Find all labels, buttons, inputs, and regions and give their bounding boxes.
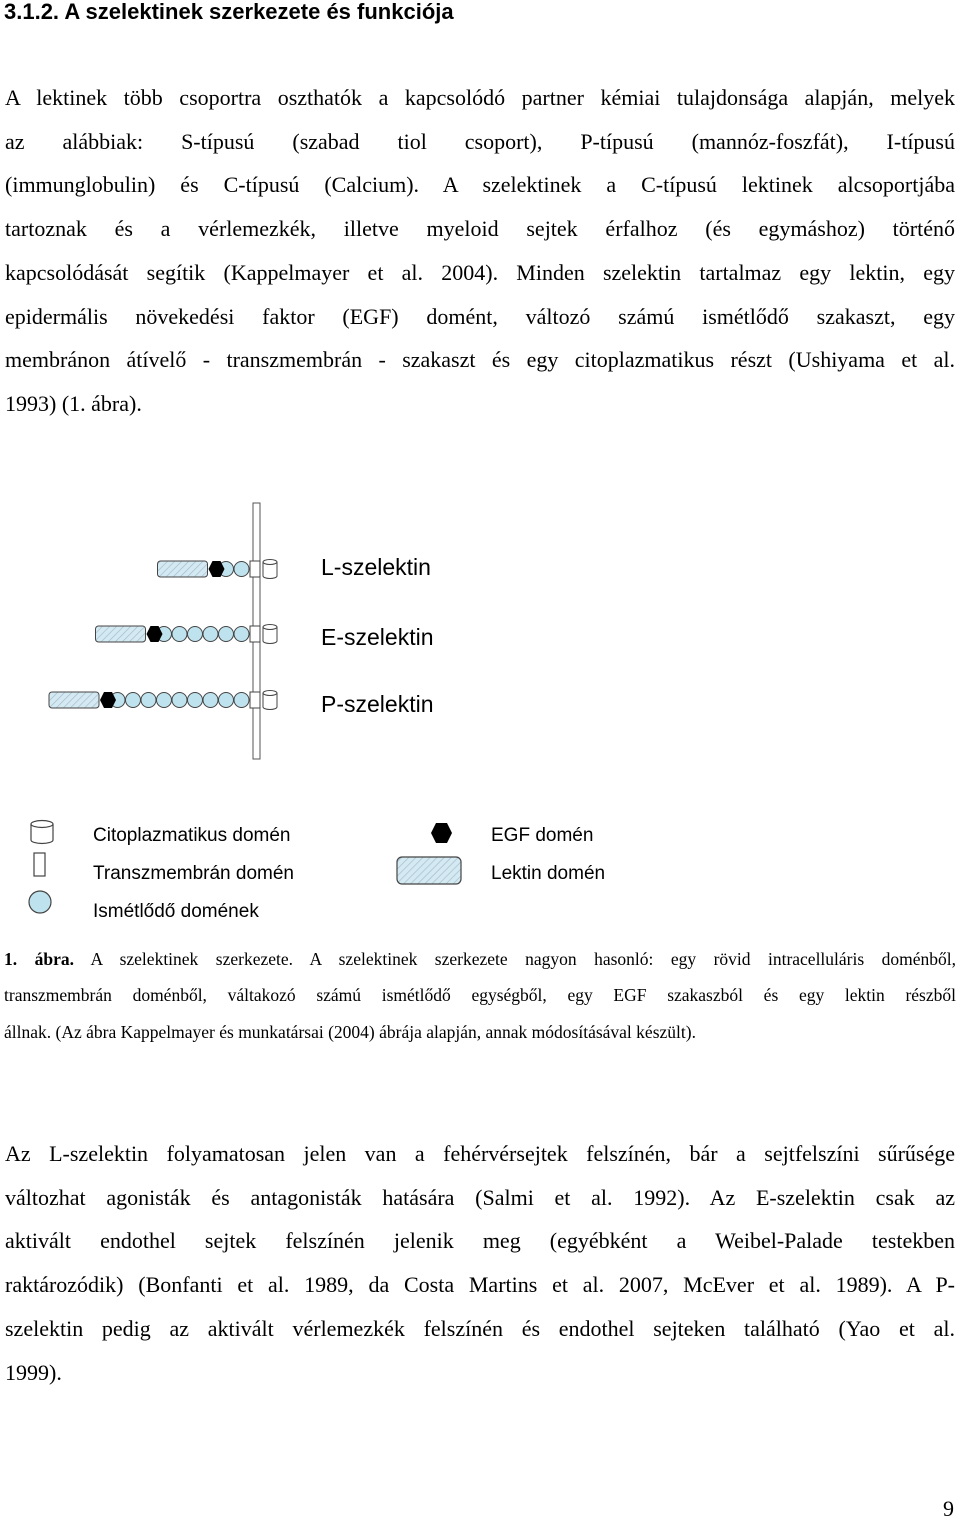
paragraph-line: változhat agonisták és antagonisták hatására (Salmi et al. 1992). Az E-szelektin csak az xyxy=(5,1184,955,1210)
paragraph-line: kapcsolódását segítik (Kappelmayer et al. 2004). Minden szelektin tartalmaz egy lektin, egy xyxy=(5,259,955,285)
legend-repeats-label: Ismétlődő domének xyxy=(93,901,259,922)
paragraph-line: 1993) (1. ábra). xyxy=(5,390,142,416)
repeat-domain xyxy=(172,693,187,708)
repeat-domain-icon xyxy=(29,891,51,913)
repeat-domain xyxy=(219,627,234,642)
cytoplasmic-domain-top xyxy=(263,625,277,630)
l-selectin-label: L-szelektin xyxy=(321,554,431,580)
paragraph-line: Az L-szelektin folyamatosan jelen van a fehérvérsejtek felszínén, bár a sejtfelszíni sűrűsége xyxy=(5,1141,955,1166)
transmembrane-domain xyxy=(250,626,260,642)
paragraph-line: raktározódik) (Bonfanti et al. 1989, da Costa Martins et al. 2007, McEver et al. 1989). A P- xyxy=(5,1272,955,1298)
section-heading: 3.1.2. A szelektinek szerkezete és funkciója xyxy=(4,0,454,24)
lectin-domain xyxy=(158,561,208,577)
legend-lectin-label: Lektin domén xyxy=(491,863,606,884)
paragraph-line: aktivált endothel sejtek felszínén jelenik meg (egyébként a Weibel-Palade testekben xyxy=(5,1228,955,1254)
repeat-domain xyxy=(126,693,141,708)
caption-text: A szelektinek szerkezete nagyon hasonló: egy rövid intracelluláris doménből, xyxy=(293,949,956,969)
selectin-structure-figure xyxy=(0,490,960,940)
repeat-domain xyxy=(188,627,203,642)
figure-legend xyxy=(29,821,605,923)
caption-line: állnak. (Az ábra Kappelmayer és munkatársai (2004) ábrája alapján, annak módosításával készült). xyxy=(4,1021,696,1042)
e-selectin-label: E-szelektin xyxy=(321,624,434,650)
repeat-domain xyxy=(157,693,172,708)
legend-egf-label: EGF domén xyxy=(491,825,594,846)
caption-label: 1. ábra. xyxy=(4,949,74,969)
paragraph-line: tartoznak és a vérlemezkék, illetve myeloid sejtek érfalhoz (és egymáshoz) történő xyxy=(5,216,955,242)
legend-cytoplasmic-label: Citoplazmatikus domén xyxy=(93,825,291,846)
caption-line xyxy=(4,941,956,977)
transmembrane-domain xyxy=(250,561,260,577)
cylinder-icon xyxy=(31,821,53,844)
paragraph-line: epidermális növekedési faktor (EGF) domént, változó számú ismétlődő szakaszt, egy xyxy=(5,303,955,329)
second-paragraph xyxy=(5,1132,955,1394)
paragraph-line: (immunglobulin) és C-típusú (Calcium). A szelektinek a C-típusú lektinek alcsoportjába xyxy=(5,172,955,198)
repeat-domain xyxy=(219,693,234,708)
repeat-domain xyxy=(141,693,156,708)
repeat-domain xyxy=(172,627,187,642)
intro-paragraph xyxy=(5,76,955,426)
egf-hexagon-icon xyxy=(431,823,452,843)
repeat-domain xyxy=(234,693,249,708)
cytoplasmic-domain-top xyxy=(263,691,277,696)
lectin-domain-icon xyxy=(397,857,461,884)
lectin-domain xyxy=(49,692,99,708)
figure-caption xyxy=(4,941,956,1050)
caption-title: A szelektinek szerkezete. xyxy=(73,949,293,969)
paragraph-line: 1999). xyxy=(5,1359,62,1385)
p-selectin-label: P-szelektin xyxy=(321,691,434,717)
transmembrane-icon xyxy=(34,853,45,876)
transmembrane-domain xyxy=(250,692,260,708)
lectin-domain xyxy=(96,626,146,642)
repeat-domain xyxy=(203,627,218,642)
paragraph-line: A lektinek több csoportra oszthatók a kapcsolódó partner kémiai tulajdonsága alapján, melyek xyxy=(5,85,955,110)
paragraph-line: az alábbiak: S-típusú (szabad tiol csoport), P-típusú (mannóz-foszfát), I-típusú xyxy=(5,128,955,154)
caption-line: transzmembrán doménből, váltakozó számú ismétlődő egységből, egy EGF szakaszból és egy lektin részből xyxy=(4,985,956,1006)
legend-transmembrane-label: Transzmembrán domén xyxy=(93,863,294,884)
cytoplasmic-domain-top xyxy=(263,560,277,565)
repeat-domain xyxy=(234,627,249,642)
paragraph-line: szelektin pedig az aktivált vérlemezkék felszínén és endothel sejteken található (Yao et al. xyxy=(5,1315,955,1341)
repeat-domain xyxy=(203,693,218,708)
selectin-rows xyxy=(49,560,277,710)
repeat-domain xyxy=(234,562,249,577)
repeat-domain xyxy=(188,693,203,708)
page-number: 9 xyxy=(943,1496,954,1521)
paragraph-line: membránon átívelő - transzmembrán - szakaszt és egy citoplazmatikus részt (Ushiyama et al. xyxy=(5,347,955,373)
